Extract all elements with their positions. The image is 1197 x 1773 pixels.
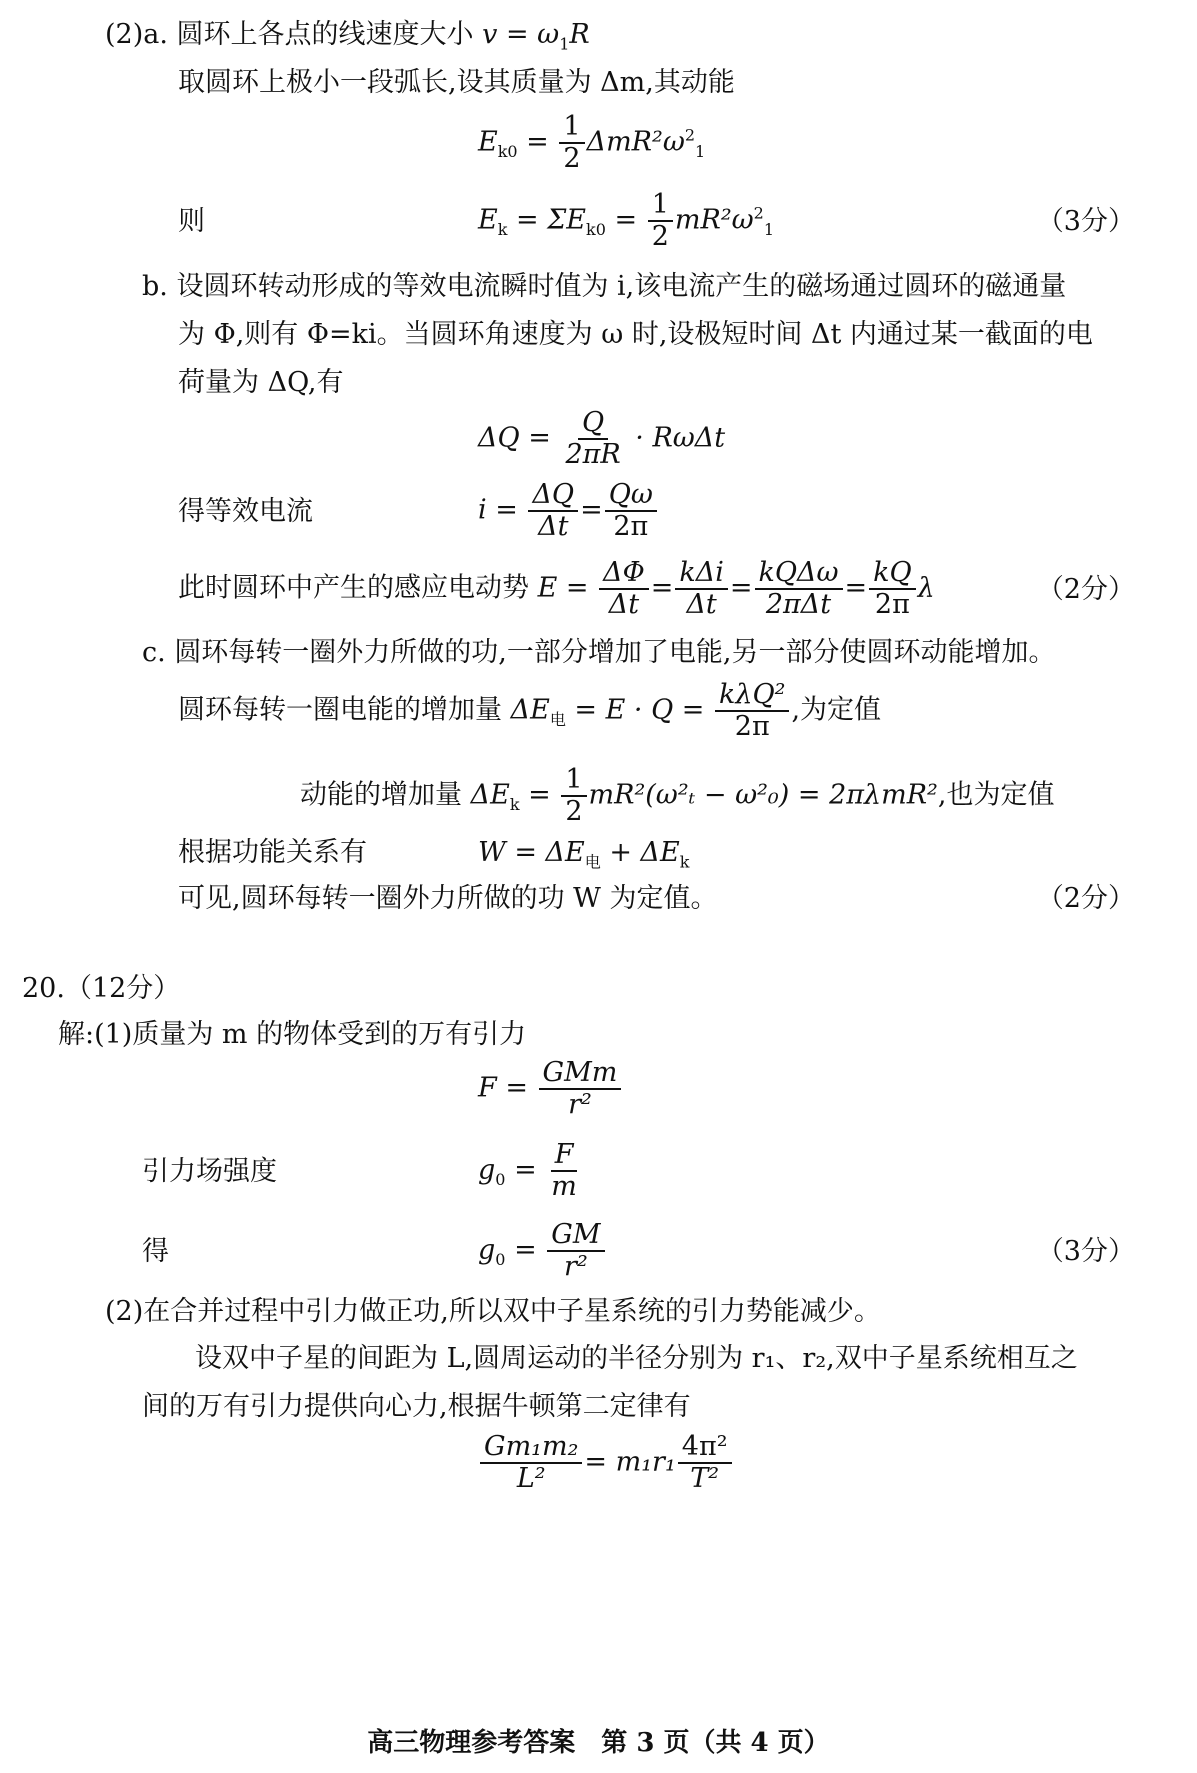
q20-part2: (2)在合并过程中引力做正功,所以双中子星系统的引力势能减少。: [105, 1296, 881, 1327]
work-sub1: 电: [584, 852, 601, 872]
i-num2: Qω: [605, 480, 657, 512]
kin-frac: [561, 765, 586, 827]
ek-den: 2: [651, 221, 669, 252]
ek0-rhs: ΔmR²ω: [586, 126, 685, 158]
p2b-text1: 设圆环转动形成的等效电流瞬时值为 i,该电流产生的磁场通过圆环的磁通量: [176, 271, 1067, 302]
g0b-eq: =: [505, 1234, 537, 1266]
f-frac: [539, 1058, 622, 1120]
g0-formula: [478, 1140, 583, 1202]
ze-label: 则: [178, 206, 205, 237]
elec-label: 圆环每转一圈电能的增加量: [178, 694, 502, 726]
field-label: 引力场强度: [142, 1156, 277, 1187]
elec-num: kλQ²: [715, 680, 789, 712]
ek-tail-sub: 1: [763, 219, 775, 239]
ek-fraction: [648, 190, 673, 252]
g0b-lhs: g: [478, 1234, 496, 1266]
newton-den1: L²: [516, 1463, 546, 1494]
ek-lhs: E: [478, 204, 498, 236]
newton-frac1: [480, 1432, 582, 1494]
ek0-num: 1: [559, 112, 584, 144]
g0-frac: [547, 1140, 581, 1202]
elec-line: [178, 680, 881, 742]
i-num1: ΔQ: [528, 480, 578, 512]
p2b-label: b.: [142, 271, 168, 302]
newton-mid: = m₁r₁: [584, 1446, 676, 1478]
emf-d3: 2πΔt: [765, 589, 832, 620]
dq-den: 2πR: [565, 439, 621, 470]
q20-p2-line1: 设双中子星的间距为 L,圆周运动的半径分别为 r₁、r₂,双中子星系统相互之: [195, 1343, 1078, 1374]
i-eq: =: [580, 494, 603, 526]
i-den1: Δt: [538, 511, 569, 542]
emf-d2: Δt: [686, 589, 717, 620]
emf-n4: kQ: [869, 558, 916, 590]
work-sub2: k: [679, 852, 690, 872]
emf-line: 此时圆环中产生的感应电动势 E = $\frac{\Delta\Phi}{\Delta t}$ = $\frac{\text{kΔi}}{\Delta t}$ = $\frac{\text{kQΔω}}{\text{2πΔt}}$ = $\frac{kQ}{2\pi}$ λ: [178, 557, 935, 620]
score-20-1: （3分）: [1036, 1236, 1135, 1267]
ek0-fraction: [559, 112, 584, 174]
elec-sub: 电: [549, 709, 566, 729]
kin-line: [300, 765, 1054, 827]
q20-header: 20.（12分）: [22, 973, 181, 1004]
i-den2: 2π: [613, 511, 649, 542]
emf-d1: Δt: [608, 589, 640, 620]
g0b-sub: 0: [495, 1249, 506, 1269]
work-formula: [478, 836, 689, 879]
kin-end: ,也为定值: [937, 779, 1055, 811]
newton-formula: [478, 1432, 734, 1494]
elec-den: 2π: [734, 711, 770, 742]
p2b-line3: 荷量为 ΔQ,有: [178, 367, 344, 398]
page-footer: 高三物理参考答案 第 3 页（共 4 页）: [367, 1728, 830, 1758]
emf-n3: kQΔω: [755, 558, 843, 590]
p2c-conclusion: 可见,圆环每转一圈外力所做的功 W 为定值。: [178, 883, 718, 914]
ek-num: 1: [648, 190, 673, 222]
emf-n1: ΔΦ: [599, 558, 649, 590]
emf-label: 此时圆环中产生的感应电动势: [178, 572, 529, 604]
newton-frac2: [678, 1432, 732, 1494]
newton-den2: T²: [690, 1463, 720, 1494]
newton-num1: Gm₁m₂: [480, 1432, 582, 1464]
g0-den: m: [551, 1171, 577, 1202]
work-mid: + ΔE: [600, 837, 680, 868]
p2a-line1: [105, 18, 590, 61]
ek0-rhs-sup: 2: [684, 125, 696, 145]
ek0-formula: $E_{k0}$ = $\frac{1}{2}$ $\Delta mR^2\omega^2_1$: [478, 111, 706, 174]
p2c-text1: 圆环每转一圈外力所做的功,一部分增加了电能,另一部分使圆环动能增加。: [174, 637, 1056, 668]
f-num: GMm: [539, 1058, 622, 1090]
q20-p2-line2: 间的万有引力提供向心力,根据牛顿第二定律有: [142, 1391, 691, 1422]
elec-frac: [715, 680, 789, 742]
g0b-frac: [547, 1220, 604, 1282]
i-frac2: [605, 480, 657, 542]
emf-frac3: [755, 558, 843, 620]
p2c-label: c.: [142, 637, 166, 668]
f-formula: [478, 1058, 623, 1120]
p2b-line1: [142, 270, 1066, 304]
ek-mid: = ΣE: [507, 204, 587, 236]
dq-num: Q: [578, 408, 608, 440]
g0b-num: GM: [547, 1220, 604, 1252]
emf-frac1: [599, 558, 649, 620]
emf-d4: 2π: [874, 589, 910, 620]
emf-n2: kΔi: [675, 558, 728, 590]
ek0-den: 2: [563, 143, 581, 174]
p2a-label: (2)a.: [105, 19, 168, 50]
dq-formula: [478, 408, 725, 470]
elec-tail: ,为定值: [791, 694, 882, 726]
kin-num: 1: [561, 765, 586, 797]
emf-tail: λ: [917, 572, 935, 604]
ek0-lhs-sub: k0: [497, 141, 518, 161]
elec-formula: ΔE: [510, 694, 550, 726]
f-den: r²: [568, 1089, 592, 1120]
dq-fraction: [561, 408, 624, 470]
g0-lhs: g: [478, 1154, 496, 1186]
emf-frac4: [869, 558, 916, 620]
kin-formula: ΔE: [470, 779, 510, 811]
kin-tail: mR²(ω²ₜ − ω²₀) = 2πλmR²: [588, 779, 938, 811]
score-2b: （2分）: [1036, 574, 1135, 605]
ek0-rhs-sub: 1: [695, 141, 706, 161]
g0b-formula: [478, 1220, 607, 1282]
i-frac1: [528, 480, 578, 542]
p2a-text: 圆环上各点的线速度大小: [176, 19, 474, 50]
kin-sub: k: [509, 794, 520, 814]
emf-frac2: [675, 558, 728, 620]
ek0-lhs: E: [478, 126, 498, 158]
p2a-formula-v-tail: R: [569, 19, 590, 50]
kin-eq: =: [519, 779, 551, 811]
g0-num: F: [551, 1140, 578, 1172]
work-formula-lhs: W = ΔE: [478, 837, 585, 868]
p2c-line1: [142, 636, 1055, 670]
ek-tail-sup: 2: [753, 203, 764, 223]
score-2a: （3分）: [1036, 206, 1135, 237]
work-label: 根据功能关系有: [178, 837, 367, 868]
current-label: 得等效电流: [178, 496, 313, 527]
ek-mid-sub: k0: [586, 219, 606, 239]
i-formula: [478, 480, 659, 542]
ek-eq: =: [605, 204, 638, 236]
p2a-formula-v: v = ω: [482, 19, 560, 50]
dq-tail: · RωΔt: [635, 422, 726, 454]
g0-eq: =: [505, 1154, 537, 1186]
emf-lhs: E =: [537, 572, 589, 604]
newton-num2: 4π²: [678, 1432, 732, 1464]
kin-den: 2: [565, 796, 583, 827]
q20-part1: 解:(1)质量为 m 的物体受到的万有引力: [58, 1019, 527, 1050]
f-lhs: F =: [478, 1072, 528, 1104]
p2a-line2: 取圆环上极小一段弧长,设其质量为 Δm,其动能: [178, 67, 735, 98]
elec-mid: = E · Q =: [565, 694, 705, 726]
i-lhs: i =: [478, 494, 518, 526]
score-2c: （2分）: [1036, 883, 1135, 914]
ek-sub: k: [497, 219, 508, 239]
g0b-den: r²: [564, 1251, 588, 1282]
g0-sub: 0: [495, 1169, 506, 1189]
kin-label: 动能的增加量: [300, 779, 462, 811]
ek-formula: [478, 190, 774, 252]
ek-tail: mR²ω: [674, 204, 754, 236]
dq-lhs: ΔQ =: [478, 422, 551, 454]
p2b-line2: 为 Φ,则有 Φ=ki。当圆环角速度为 ω 时,设极短时间 Δt 内通过某一截面的电: [178, 319, 1093, 350]
p2a-formula-v-sub: 1: [559, 34, 570, 54]
de-label: 得: [142, 1236, 169, 1267]
